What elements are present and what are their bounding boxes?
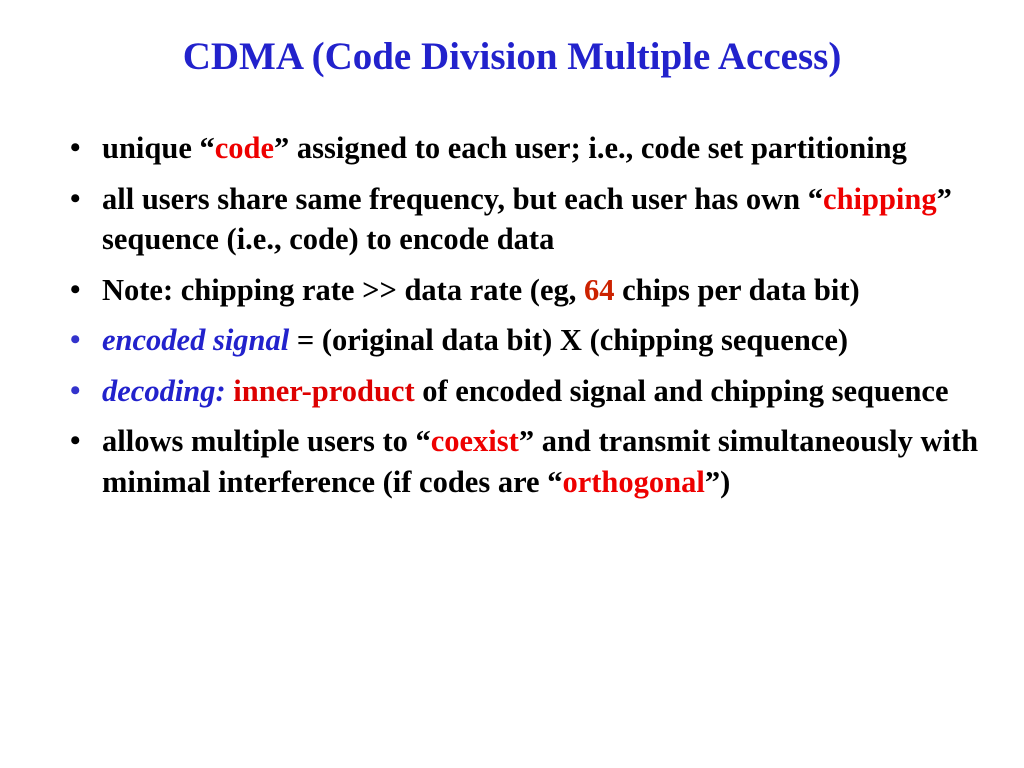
text-run: orthogonal (562, 464, 705, 499)
text-run: 64 (584, 272, 615, 307)
list-item-text (102, 273, 860, 307)
text-run: = (original data bit) X (chipping sequence) (289, 323, 849, 358)
list-item (60, 371, 1000, 412)
list-item-text (102, 131, 907, 165)
text-run: encoded signal (102, 323, 290, 358)
bullet-marker-icon: • (70, 181, 81, 215)
text-run: allows multiple users to “ (102, 424, 431, 459)
text-run: chipping (823, 181, 937, 216)
bullet-marker-icon: • (70, 272, 81, 306)
list-item-text (102, 374, 948, 408)
bullet-marker-icon: • (70, 323, 81, 357)
text-run: all users share same frequency, but each user has own “ (102, 181, 824, 216)
list-item (60, 421, 1000, 502)
text-run: unique “ (102, 131, 215, 165)
list-item-text (102, 424, 978, 499)
bullet-marker-icon: • (70, 131, 81, 164)
text-run: coexist (430, 424, 519, 459)
list-item-text (102, 182, 952, 257)
text-run: code (214, 131, 275, 165)
text-run: inner-product (233, 373, 415, 408)
text-run: Note: chipping rate >> data rate (eg, (102, 272, 584, 307)
list-item (60, 179, 1000, 260)
bullet-marker-icon: • (70, 373, 81, 407)
text-run: ”) (704, 464, 731, 499)
bullet-marker-icon: • (70, 424, 81, 458)
list-item-text (102, 323, 848, 357)
text-run: decoding: (102, 373, 226, 408)
text-run: ” assigned to each user; i.e., code set partitioning (274, 131, 907, 165)
bullet-list (60, 128, 1000, 513)
text-run: of encoded signal and chipping sequence (414, 373, 949, 408)
list-item (60, 270, 1000, 311)
text-run: chips per data bit) (614, 272, 860, 307)
list-item (60, 320, 1000, 361)
text-run: ” and transmit simultaneously with minimal interference (if codes are “ (102, 424, 979, 499)
list-item (60, 128, 1000, 169)
text-run: ” sequence (i.e., code) to encode data (102, 181, 952, 257)
page-title: CDMA (Code Division Multiple Access) (182, 35, 842, 78)
